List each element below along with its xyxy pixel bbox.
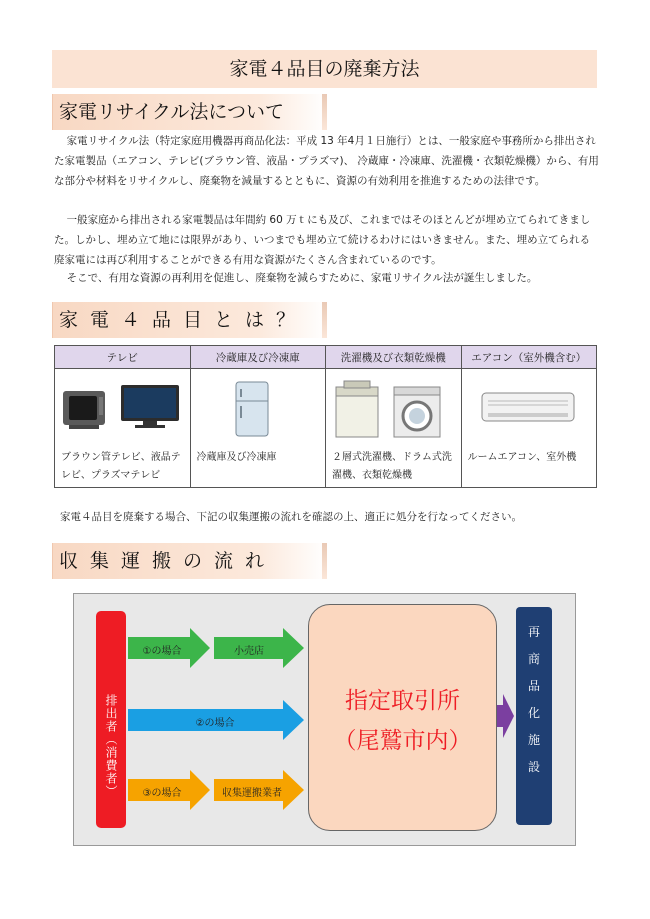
route1-case-label: ①の場合 [142, 646, 182, 657]
col-header-washer: 洗濯機及び衣類乾燥機 [326, 346, 462, 369]
destination-location: （尾鷲市内） [333, 728, 472, 754]
recycle-char-3: 品 [527, 679, 540, 693]
recycle-char-2: 商 [527, 652, 540, 666]
recycling-facility-box [516, 607, 552, 825]
col-header-aircon: エアコン（室外機含む） [461, 346, 597, 369]
disposal-note: 家電４品目を廃棄する場合、下記の収集運搬の流れを確認の上、適正に処分を行なってください。 [60, 511, 522, 523]
recycle-char-1: 再 [527, 625, 540, 639]
route1-via-label: 小売店 [234, 646, 264, 657]
destination-name: 指定取引所 [345, 688, 460, 714]
section-heading-collection-flow: 収集運搬の流れ [52, 543, 327, 579]
recycle-char-6: 設 [527, 760, 540, 774]
paragraph-3: そこで、有用な資源の再利用を促進し、廃棄物を減らすために、家電リサイクル法が誕生しました。 [66, 272, 538, 284]
designated-collection-site [308, 604, 497, 831]
section-heading-four-items: 家電４品目とは？ [52, 302, 327, 338]
aircon-description: ルームエアコン、室外機 [467, 452, 577, 463]
paragraph-2: 一般家庭から排出される家電製品は年間約 60 万ｔにも及び、これまではそのほとんどが埋め立てられてきました。しかし、埋め立て地には限界があり、いつまでも埋め立て続けるわけにはいきません。また、埋め立てられる廃家電には再び利用することができる有用な資源がたくさん含まれているのです。 [54, 214, 591, 266]
fridge-description: 冷蔵庫及び冷凍庫 [196, 452, 277, 463]
emitter-label: 排出者（消費者） [104, 693, 118, 798]
section-heading-recycle-law: 家電リサイクル法について [52, 94, 327, 130]
route3-via-label: 収集運搬業者 [222, 788, 282, 799]
col-header-fridge: 冷蔵庫及び冷凍庫 [190, 346, 326, 369]
recycle-char-4: 化 [527, 706, 540, 720]
paragraph-1: 家電リサイクル法（特定家庭用機器再商品化法：平成 13 年4月１日施行）とは、一般家庭や事務所から排出された家電製品（エアコン、テレビ(ブラウン管、液晶・プラズマ)、 冷蔵庫・冷凍庫、洗濯機・衣類乾燥機）から、有用な部分や材料をリサイクルし、廃棄物を減量するとともに、資源の有効利用を推進するための法律です。 [54, 135, 599, 187]
route3-case-label: ③の場合 [142, 788, 182, 799]
arrow-to-recycle [497, 694, 514, 738]
page-title: 家電４品目の廃棄方法 [52, 50, 597, 88]
col-header-tv: テレビ [55, 346, 191, 369]
washer-description: ２層式洗濯機、ドラム式洗濯機、衣類乾燥機 [332, 452, 452, 481]
route2-case-label: ②の場合 [195, 718, 235, 729]
recycle-char-5: 施 [527, 733, 540, 747]
tv-description: ブラウン管テレビ、液晶テレビ、プラズマテレビ [61, 452, 181, 481]
